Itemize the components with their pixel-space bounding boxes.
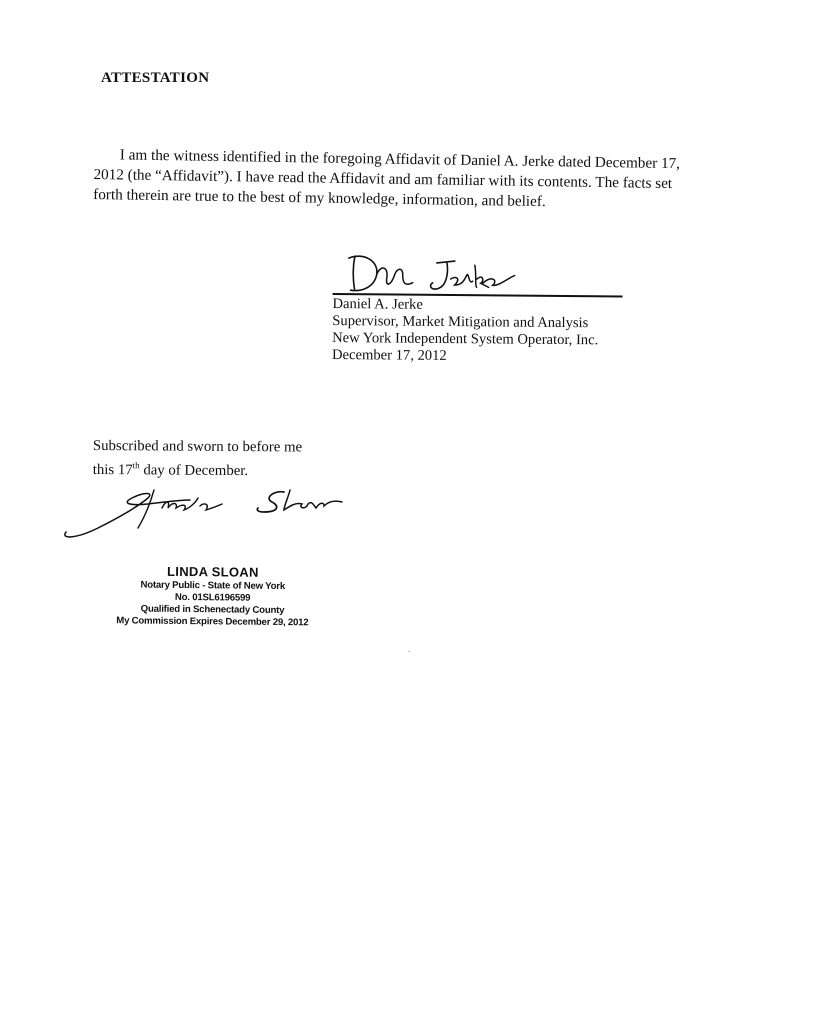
statement-line-1-text: I am the witness identified in the foregoing Affidavit of Daniel A. Jerke dated December 17,: [119, 146, 681, 173]
jurat-text: [93, 437, 302, 481]
jurat-month: day of December.: [139, 462, 249, 480]
notary-line-1: Notary Public - State of New York: [140, 579, 286, 593]
signatory-name: Daniel A. Jerke: [332, 295, 423, 313]
signatory-details: [332, 296, 633, 367]
statement-line-3: forth therein are true to the best of my knowledge, information, and belief.: [93, 185, 546, 211]
notary-name: LINDA SLOAN: [167, 563, 259, 580]
scan-speck: [408, 651, 410, 652]
statement-line-2: 2012 (the “Affidavit”). I have read the Affidavit and am familiar with its contents. The facts set: [93, 165, 673, 193]
signatory-date: December 17, 2012: [331, 346, 447, 364]
jerke-signature-image: [333, 244, 625, 299]
sloan-signature-image: [58, 478, 358, 548]
notary-line-2: No. 01SL6196599: [174, 591, 251, 604]
jurat-day: this 17: [92, 461, 133, 479]
jurat-day-suffix: th: [132, 460, 140, 471]
signatory-title: Supervisor, Market Mitigation and Analysis: [332, 312, 589, 332]
notary-line-3: Qualified in Schenectady County: [140, 603, 285, 617]
notary-line-4: My Commission Expires December 29, 2012: [116, 615, 309, 629]
notary-stamp: [87, 563, 338, 630]
attestation-statement: [93, 145, 734, 215]
page-title: ATTESTATION: [101, 70, 210, 86]
signatory-organization: New York Independent System Operator, Inc.: [332, 329, 599, 349]
signatory-block: [332, 244, 633, 367]
jurat-line-1: Subscribed and sworn to before me: [92, 437, 303, 456]
